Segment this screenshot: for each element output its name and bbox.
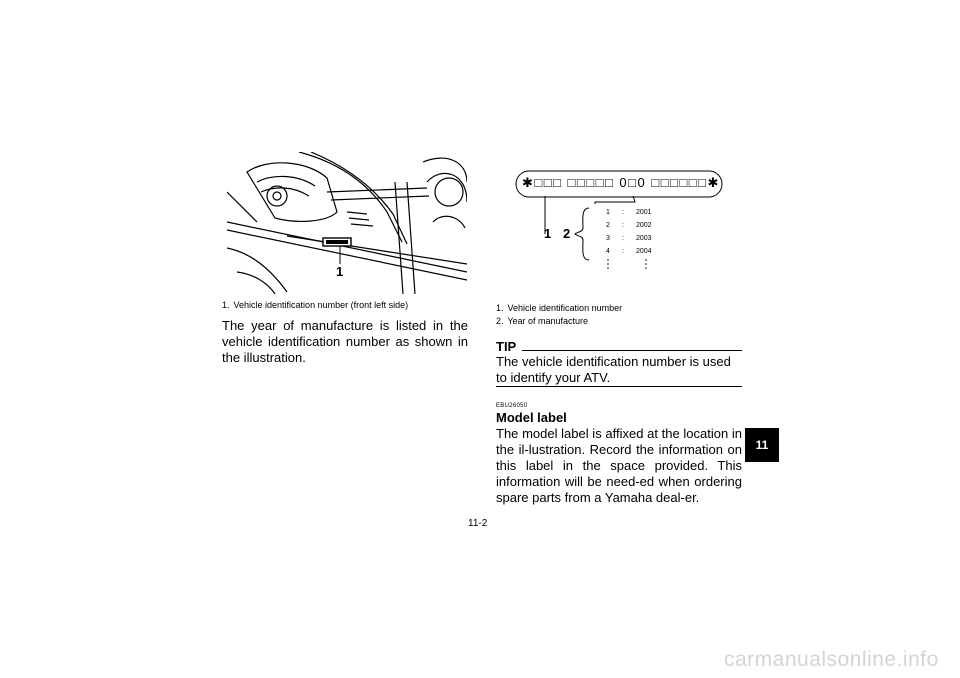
tip-rule-top — [522, 350, 742, 351]
tip-title: TIP — [496, 339, 517, 354]
caption-text: Year of manufacture — [507, 316, 589, 326]
vin-callout-2: 2 — [563, 226, 571, 241]
year-value: 2002 — [636, 222, 652, 229]
caption-right-2 — [496, 315, 746, 327]
chapter-tab: 11 — [745, 428, 779, 462]
caption-number: 1. — [222, 300, 230, 310]
year-value: 2001 — [636, 209, 652, 216]
year-sep: : — [622, 248, 624, 255]
caption-number: 1. — [496, 303, 504, 313]
year-value: 2003 — [636, 235, 652, 242]
caption-text: Vehicle identification number — [507, 303, 623, 313]
year-code: 4 — [606, 248, 610, 255]
section-paragraph: The model label is affixed at the location in the il-lustration. Record the information on this label in the space provided. This information will be need-ed when ordering spare parts from a Yamaha deal-er. — [496, 426, 742, 505]
year-sep: : — [622, 235, 624, 242]
caption-number: 2. — [496, 316, 504, 326]
year-value: 2004 — [636, 248, 652, 255]
vin-location-illustration — [227, 152, 467, 294]
page-number: 11-2 — [468, 518, 488, 529]
year-code: 2 — [606, 222, 610, 229]
photo-callout-1: 1 — [336, 264, 344, 279]
section-code: EBU26050 — [496, 403, 528, 409]
vin-pattern: ✱□□□ □□□□□ 0□0 □□□□□□✱ — [522, 175, 720, 190]
year-sep: : — [622, 209, 624, 216]
section-title: Model label — [496, 410, 567, 425]
caption-left — [222, 299, 472, 311]
watermark: carmanualsonline.info — [724, 648, 939, 671]
continuation-dots — [606, 258, 656, 270]
manufacture-year-paragraph: The year of manufacture is listed in the vehicle identification number as shown in the illustration. — [222, 318, 468, 365]
tip-rule-bottom — [496, 386, 742, 387]
caption-right-1 — [496, 302, 746, 314]
tip-text: The vehicle identification number is used to identify your ATV. — [496, 354, 731, 385]
vin-callout-1: 1 — [544, 226, 552, 241]
year-sep: : — [622, 222, 624, 229]
year-code: 3 — [606, 235, 610, 242]
year-code: 1 — [606, 209, 610, 216]
caption-text: Vehicle identification number (front left side) — [233, 300, 409, 310]
